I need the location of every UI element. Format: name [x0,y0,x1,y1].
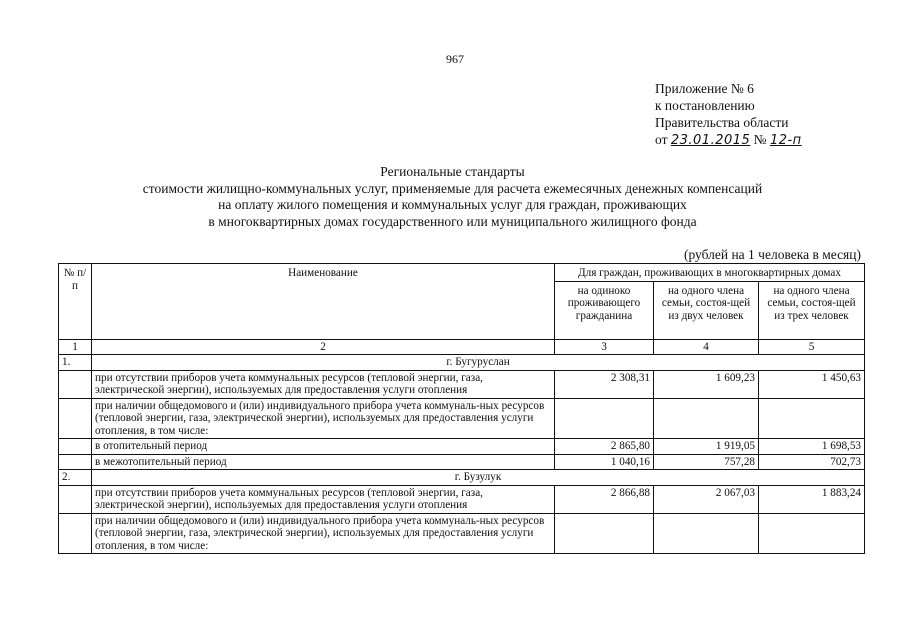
row-name: при отсутствии приборов учета коммунальных ресурсов (тепловой энергии, газа, электрической энергии), используемых для предоставления услуги отопления [92,485,555,513]
value-col4: 2 067,03 [654,485,759,513]
section-city: г. Бугуруслан [92,355,865,371]
standards-table [58,263,865,554]
units-note: (рублей на 1 человека в месяц) [683,247,861,262]
col-number: 3 [555,339,654,355]
empty-cell [59,398,92,439]
value-col5: 1 450,63 [759,370,865,398]
col-number: 5 [759,339,865,355]
empty-cell [555,398,654,439]
row-name: при отсутствии приборов учета коммунальных ресурсов (тепловой энергии, газа, электрической энергии), используемых для предоставления услуги отопления [92,370,555,398]
title-line-4: в многоквартирных домах государственного или муниципального жилищного фонда [208,213,697,229]
empty-cell [654,513,759,554]
empty-cell [654,398,759,439]
title-line-3: на оплату жилого помещения и коммунальных услуг для граждан, проживающих [218,197,687,212]
empty-cell [59,513,92,554]
value-col5: 1 698,53 [759,439,865,455]
header-name: Наименование [92,264,555,340]
empty-cell [59,485,92,513]
empty-cell [759,513,865,554]
row-name: при наличии общедомового и (или) индивидуального прибора учета коммуналь-ных ресурсов (тепловой энергии, газа, электрической энергии), используемых для предоставления услуги отопления, в том числе: [92,398,555,439]
section-num: 2. [59,470,92,486]
value-col4: 1 609,23 [654,370,759,398]
empty-cell [555,513,654,554]
col-number: 4 [654,339,759,355]
header-col4: на одного члена семьи, состоя-щей из двух человек [654,281,759,339]
appendix-block [655,80,802,149]
table-row [59,485,865,513]
header-num: № п/п [59,264,92,340]
section-city: г. Бузулук [92,470,865,486]
appendix-number: 12-п [769,133,802,148]
value-col5: 1 883,24 [759,485,865,513]
col-number: 2 [92,339,555,355]
column-number-row [59,339,865,355]
row-name: в отопительный период [92,439,555,455]
table-row [59,454,865,470]
section-num: 1. [59,355,92,371]
appendix-line-1: Приложение № 6 [655,81,754,96]
table-row [59,513,865,554]
row-name: в межотопительный период [92,454,555,470]
row-name: при наличии общедомового и (или) индивидуального прибора учета коммуналь-ных ресурсов (тепловой энергии, газа, электрической энергии), используемых для предоставления услуги отопления, в том числе: [92,513,555,554]
empty-cell [59,370,92,398]
value-col3: 2 866,88 [555,485,654,513]
title-line-1: Региональные стандарты [380,164,525,179]
appendix-date-line [655,131,802,149]
table-row [59,439,865,455]
empty-cell [59,439,92,455]
document-title [90,164,815,230]
appendix-from-prefix: от [655,132,668,147]
value-col4: 1 919,05 [654,439,759,455]
value-col3: 2 308,31 [555,370,654,398]
table-row [59,370,865,398]
value-col3: 1 040,16 [555,454,654,470]
section-row [59,355,865,371]
value-col4: 757,28 [654,454,759,470]
appendix-date: 23.01.2015 [670,133,751,148]
header-col3: на одиноко проживающего гражданина [555,281,654,339]
col-number: 1 [59,339,92,355]
table-row [59,398,865,439]
table-header-row [59,264,865,282]
header-group: Для граждан, проживающих в многоквартирных домах [555,264,865,282]
header-col5: на одного члена семьи, состоя-щей из трех человек [759,281,865,339]
value-col3: 2 865,80 [555,439,654,455]
appendix-number-prefix: № [753,132,767,147]
value-col5: 702,73 [759,454,865,470]
appendix-line-2: к постановлению [655,98,755,113]
empty-cell [59,454,92,470]
empty-cell [759,398,865,439]
section-row [59,470,865,486]
page-number: 967 [446,52,464,66]
title-line-2: стоимости жилищно-коммунальных услуг, применяемые для расчета ежемесячных денежных компенсаций [142,180,763,196]
appendix-line-3: Правительства области [655,115,789,130]
